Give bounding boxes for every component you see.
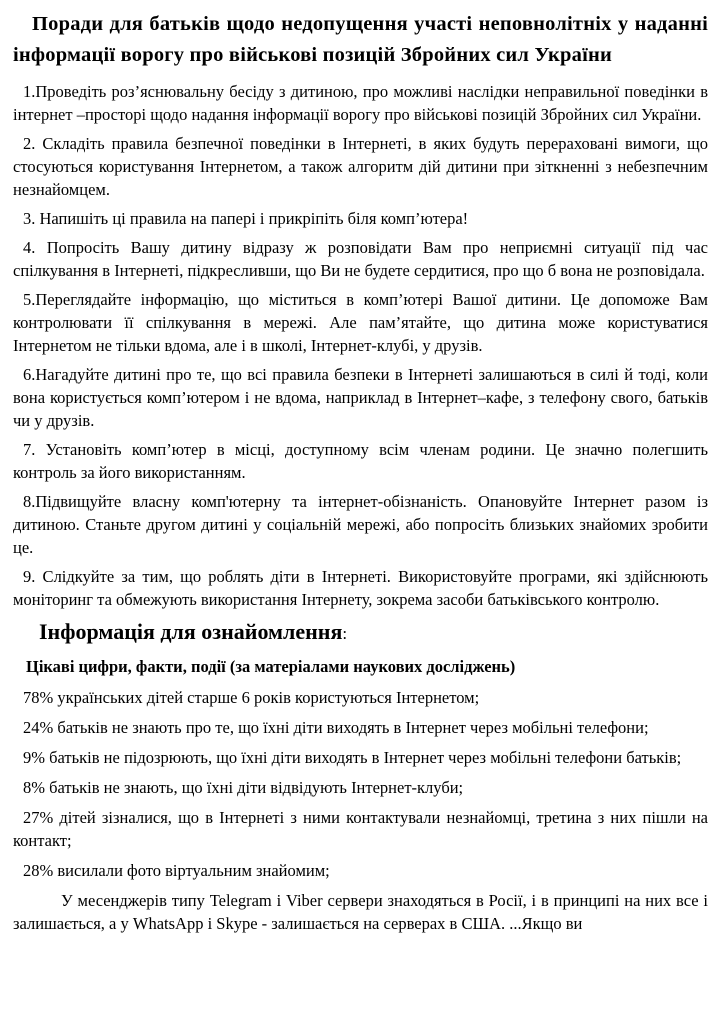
- info-section-heading: [13, 617, 708, 649]
- advice-paragraph-8: 8.Підвищуйте власну комп'ютерну та інтернет-обізнаність. Опановуйте Інтернет разом із дитиною. Станьте другом дитині у соціальній мережі, або попросіть близьких знайомих зробити це.: [13, 492, 708, 557]
- info-heading-text: Інформація для ознайомлення: [39, 619, 343, 644]
- document-title: Поради для батьків щодо недопущення участі неповнолітніх у наданні інформації ворогу про військові позицій Збройних сил України: [13, 13, 708, 66]
- advice-paragraph-9: 9. Слідкуйте за тим, що роблять діти в Інтернеті. Використовуйте програми, які здійснюють моніторинг та обмежують використання Інтернету, зокрема засоби батьківського контролю.: [13, 567, 708, 609]
- closing-paragraph: У месенджерів типу Telegram і Viber сервери знаходяться в Росії, і в принципі на них все і залишається, а у WhatsApp і Skype - залишається на серверах в США. ...Якщо ви: [13, 891, 708, 933]
- advice-paragraph-5: 5.Переглядайте інформацію, що міститься в комп’ютері Вашої дитини. Це допоможе Вам контролювати її спілкування в мережі. Але пам’ятайте, що дитина може користуватися Інтернетом не тільки вдома, але і в школі, Інтернет-клубі, у друзів.: [13, 290, 708, 355]
- fact-paragraph-3: 9% батьків не підозрюють, що їхні діти виходять в Інтернет через мобільні телефони батьків;: [23, 748, 682, 767]
- advice-list: [13, 80, 708, 611]
- facts-list: [13, 686, 708, 882]
- advice-paragraph-7: 7. Установіть комп’ютер в місці, доступному всім членам родини. Це значно полегшить контроль за його використанням.: [13, 440, 708, 482]
- advice-paragraph-2: 2. Складіть правила безпечної поведінки в Інтернеті, в яких будуть перераховані вимоги, що стосуються користування Інтернетом, а також алгоритм дій дитини при зіткненні з небезпечним незнайомцем.: [13, 134, 708, 199]
- advice-paragraph-4: 4. Попросіть Вашу дитину відразу ж розповідати Вам про неприємні ситуації під час спілкування в Інтернеті, підкресливши, що Ви не будете сердитися, про що б вона не розповідала.: [13, 238, 708, 280]
- fact-paragraph-6: 28% висилали фото віртуальним знайомим;: [23, 861, 330, 880]
- fact-paragraph-1: 78% українських дітей старше 6 років користуються Інтернетом;: [23, 688, 480, 707]
- info-heading-colon: :: [342, 624, 348, 643]
- advice-paragraph-6: 6.Нагадуйте дитині про те, що всі правила безпеки в Інтернеті залишаються в силі й тоді, коли вона користується комп’ютером і не вдома, наприклад в Інтернет–кафе, з телефону свого, батьків чи у друзів.: [13, 365, 708, 430]
- fact-paragraph-4: 8% батьків не знають, що їхні діти відвідують Інтернет-клуби;: [23, 778, 464, 797]
- fact-paragraph-2: 24% батьків не знають про те, що їхні діти виходять в Інтернет через мобільні телефони;: [23, 718, 649, 737]
- facts-subheading: Цікаві цифри, факти, події (за матеріалами наукових досліджень): [26, 657, 516, 676]
- advice-paragraph-1: 1.Проведіть роз’яснювальну бесіду з дитиною, про можливі наслідки неправильної поведінки в інтернет –просторі щодо надання інформації ворогу про військові позицій Збройних сил України.: [13, 82, 708, 124]
- advice-paragraph-3: 3. Напишіть ці правила на папері і прикріпіть біля комп’ютера!: [23, 209, 469, 228]
- fact-paragraph-5: 27% дітей зізналися, що в Інтернеті з ними контактували незнайомці, третина з них пішли на контакт;: [13, 808, 708, 850]
